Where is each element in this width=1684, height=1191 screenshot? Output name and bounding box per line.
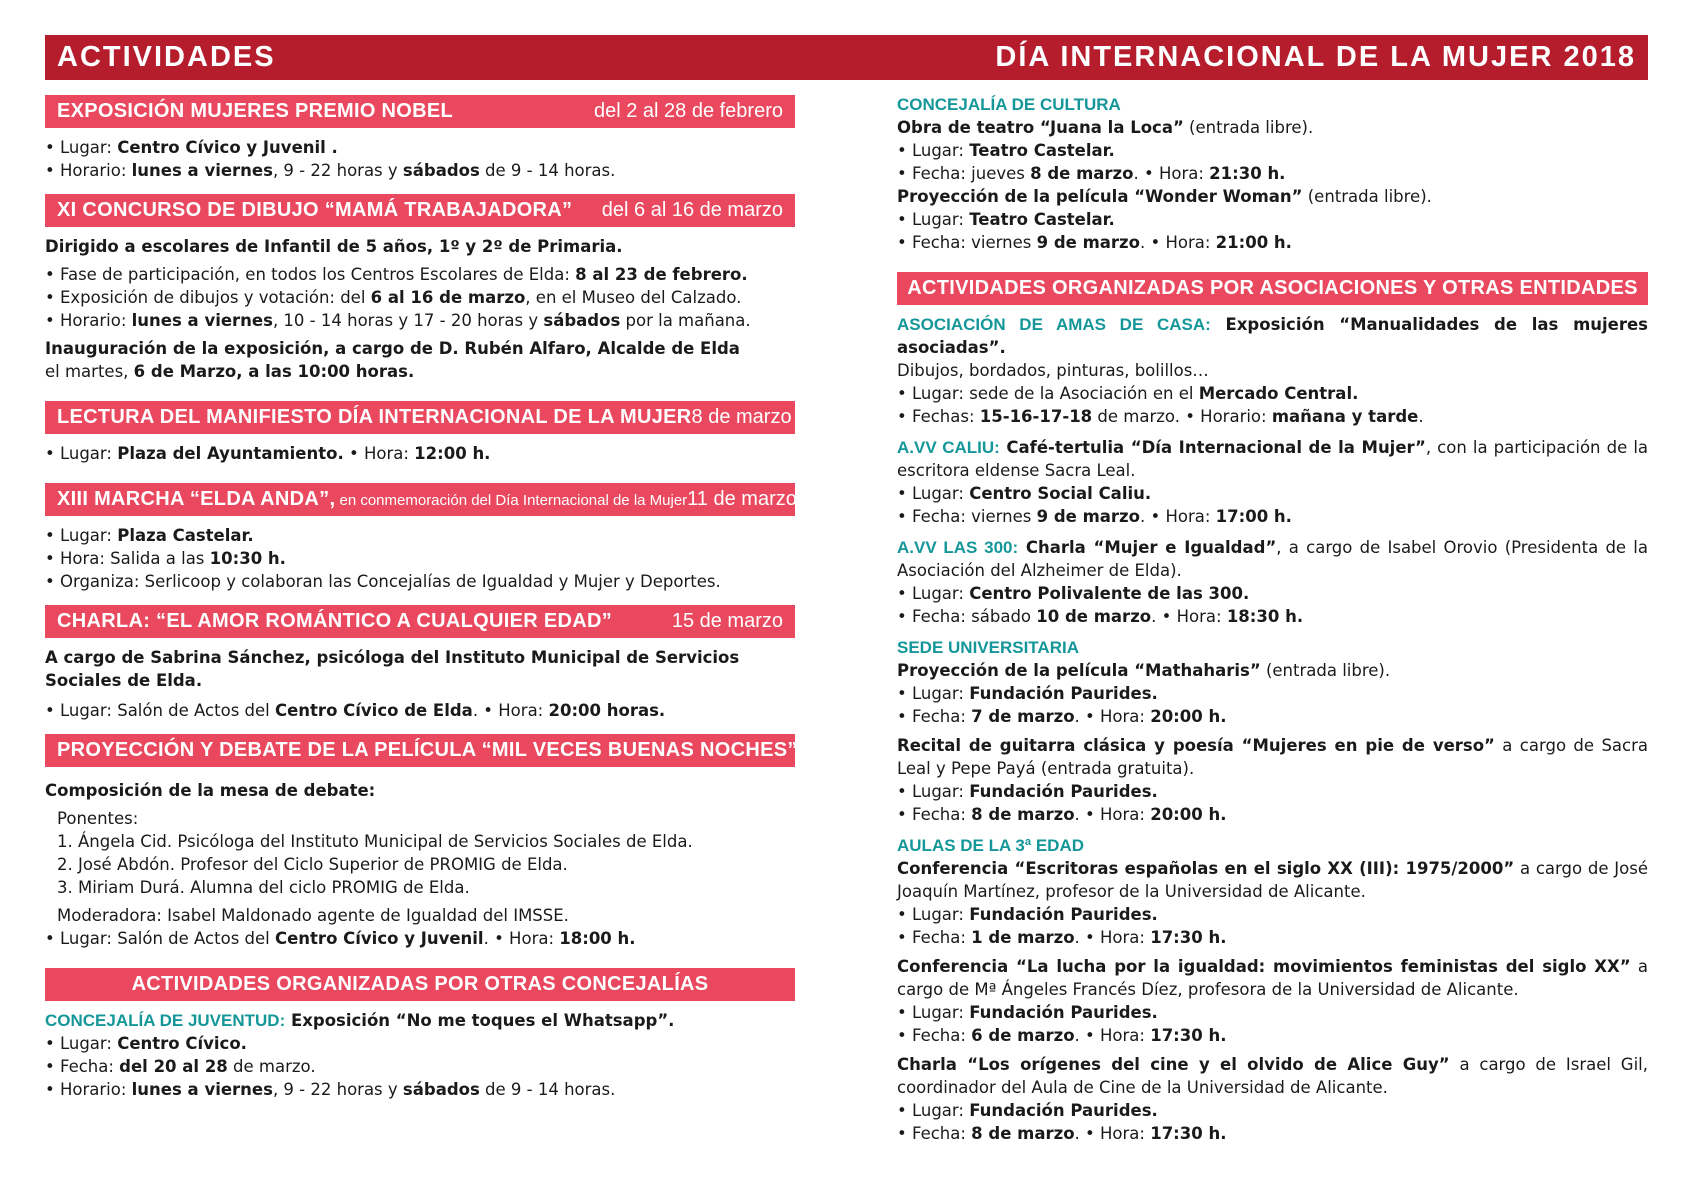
section-body-pelicula bbox=[45, 779, 795, 950]
text-fragment: • Lugar: bbox=[897, 782, 970, 801]
text-fragment: , en el Museo del Calzado. bbox=[525, 288, 742, 307]
section-date: 8 de marzo bbox=[691, 406, 792, 428]
header-left-title: ACTIVIDADES bbox=[57, 41, 276, 73]
section-title bbox=[57, 488, 687, 511]
text-fragment: Teatro Castelar. bbox=[969, 210, 1115, 229]
section-title: EXPOSICIÓN MUJERES PREMIO NOBEL bbox=[57, 100, 454, 122]
text-fragment: 15-16-17-18 bbox=[979, 407, 1093, 426]
text-fragment: lunes a viernes bbox=[131, 1080, 273, 1099]
text-fragment: • Lugar: bbox=[897, 584, 970, 603]
aulas-block bbox=[897, 834, 1648, 1145]
text-fragment: • Fecha: bbox=[897, 805, 972, 824]
text-fragment: • Lugar: bbox=[897, 210, 970, 229]
text-fragment: . • Hora: bbox=[1074, 1124, 1151, 1143]
text-fragment: • Lugar: Salón de Actos del bbox=[45, 929, 275, 948]
text-fragment: de 9 - 14 horas. bbox=[479, 161, 616, 180]
text-fragment: de marzo. • Horario: bbox=[1092, 407, 1272, 426]
text-fragment: 17:00 h. bbox=[1215, 507, 1292, 526]
text-fragment: 8 de marzo bbox=[971, 805, 1075, 824]
text-fragment: 3. Miriam Durá. Alumna del ciclo PROMIG de Elda. bbox=[57, 878, 470, 897]
text-fragment: Mercado Central. bbox=[1198, 384, 1359, 403]
text-fragment: (entrada libre). bbox=[1260, 661, 1391, 680]
text-fragment: • Horario: bbox=[45, 311, 132, 330]
text-fragment: • Organiza: Serlicoop y colaboran las Concejalías de Igualdad y Mujer y Deportes. bbox=[45, 572, 721, 591]
text-fragment: Centro Cívico. bbox=[117, 1034, 247, 1053]
text-fragment: 8 de marzo bbox=[1030, 164, 1134, 183]
text-fragment: a cargo de Mª Ángeles Francés Díez, profesora de la Universidad de Alicante. bbox=[897, 957, 1648, 999]
text-fragment: Proyección de la película “Wonder Woman” bbox=[897, 187, 1303, 206]
section-date: 22 de marzo bbox=[797, 739, 909, 761]
text-fragment: Exposición “Manualidades de las mujeres asociadas”. bbox=[897, 315, 1649, 357]
section-body-otras-concejalias bbox=[45, 1009, 795, 1101]
text-fragment: , 10 - 14 horas y 17 - 20 horas y bbox=[272, 311, 544, 330]
text-fragment: Composición de la mesa de debate: bbox=[45, 781, 376, 800]
text-fragment: 21:30 h. bbox=[1209, 164, 1286, 183]
text-fragment: Centro Social Caliu. bbox=[969, 484, 1152, 503]
section-body-marcha bbox=[45, 524, 795, 593]
section-bar-pelicula bbox=[45, 734, 909, 767]
text-fragment: Plaza del Ayuntamiento. bbox=[117, 444, 344, 463]
section-body-concurso bbox=[45, 235, 795, 383]
text-fragment: sábados bbox=[402, 1080, 480, 1099]
text-fragment: Centro Cívico de Elda bbox=[275, 701, 473, 720]
text-fragment: • Fecha: jueves bbox=[897, 164, 1031, 183]
text-fragment: . • Hora: bbox=[1074, 707, 1151, 726]
text-fragment: el martes, bbox=[45, 362, 134, 381]
caliu-block bbox=[897, 436, 1648, 528]
text-fragment: sábados bbox=[402, 161, 480, 180]
text-fragment: 20:00 horas. bbox=[548, 701, 666, 720]
text-fragment: • Hora: bbox=[343, 444, 415, 463]
text-fragment: mañana y tarde bbox=[1271, 407, 1419, 426]
section-date: del 2 al 28 de febrero bbox=[593, 100, 783, 122]
text-fragment: CONCEJALÍA DE JUVENTUD: bbox=[45, 1011, 286, 1030]
text-fragment: 20:00 h. bbox=[1150, 707, 1227, 726]
text-fragment: Fundación Paurides. bbox=[969, 1101, 1158, 1120]
text-fragment: Fundación Paurides. bbox=[969, 782, 1158, 801]
cultura-block bbox=[897, 93, 1648, 254]
text-fragment: . • Hora: bbox=[1133, 164, 1210, 183]
text-fragment: • Lugar: bbox=[897, 1101, 970, 1120]
text-fragment: 9 de marzo bbox=[1036, 507, 1140, 526]
text-fragment: lunes a viernes bbox=[131, 311, 273, 330]
text-fragment: • Fecha: bbox=[897, 707, 972, 726]
text-fragment: 21:00 h. bbox=[1215, 233, 1292, 252]
amas-block bbox=[897, 313, 1648, 428]
text-fragment: , con la participación de la escritora eldense Sacra Leal. bbox=[897, 438, 1649, 480]
text-fragment: de marzo. bbox=[227, 1057, 316, 1076]
text-fragment: 6 al 16 de marzo bbox=[370, 288, 526, 307]
text-fragment: , a cargo de Isabel Orovio (Presidenta de la Asociación del Alzheimer de Elda). bbox=[897, 538, 1649, 580]
text-fragment: por la mañana. bbox=[620, 311, 751, 330]
section-bar-asociaciones bbox=[897, 272, 1648, 305]
text-fragment: • Fechas: bbox=[897, 407, 980, 426]
text-fragment: • Fecha: bbox=[897, 1026, 972, 1045]
text-fragment: • Fecha: bbox=[45, 1057, 120, 1076]
text-fragment: A cargo de Sabrina Sánchez, psicóloga del Instituto Municipal de Servicios Sociales de Elda. bbox=[45, 648, 740, 690]
text-fragment: Plaza Castelar. bbox=[117, 526, 254, 545]
text-fragment: 10 de marzo bbox=[1036, 607, 1152, 626]
text-fragment: . • Hora: bbox=[1074, 1026, 1151, 1045]
text-fragment: Dibujos, bordados, pinturas, bolillos… bbox=[897, 361, 1209, 380]
text-fragment: Fundación Paurides. bbox=[969, 1003, 1158, 1022]
text-fragment: 12:00 h. bbox=[414, 444, 491, 463]
text-fragment: de 9 - 14 horas. bbox=[479, 1080, 616, 1099]
section-title: CHARLA: “EL AMOR ROMÁNTICO A CUALQUIER EDAD” bbox=[57, 610, 613, 632]
section-bar-concurso bbox=[45, 194, 795, 227]
section-body-manifiesto bbox=[45, 442, 795, 465]
text-fragment: • Hora: Salida a las bbox=[45, 549, 210, 568]
text-fragment: lunes a viernes bbox=[131, 161, 273, 180]
text-fragment: • Horario: bbox=[45, 161, 132, 180]
section-date: 11 de marzo bbox=[687, 488, 797, 510]
las300-block bbox=[897, 536, 1648, 628]
section-title: PROYECCIÓN Y DEBATE DE LA PELÍCULA “MIL VECES BUENAS NOCHES” bbox=[57, 739, 798, 761]
text-fragment: a cargo de Sacra Leal y Pepe Payá (entrada gratuita). bbox=[897, 736, 1648, 778]
text-fragment: • Lugar: bbox=[897, 1003, 970, 1022]
text-fragment: Conferencia “Escritoras españolas en el siglo XX (III): 1975/2000” bbox=[897, 859, 1515, 878]
text-fragment: Charla “Los orígenes del cine y el olvido de Alice Guy” bbox=[897, 1055, 1450, 1074]
text-fragment: Centro Cívico y Juvenil bbox=[275, 929, 484, 948]
text-fragment: a cargo de Israel Gil, coordinador del Aula de Cine de la Universidad de Alicante. bbox=[897, 1055, 1648, 1097]
text-fragment: ASOCIACIÓN DE AMAS DE CASA: bbox=[897, 315, 1211, 334]
text-fragment: Dirigido a escolares de Infantil de 5 años, 1º y 2º de Primaria. bbox=[45, 237, 623, 256]
text-fragment: • Lugar: Salón de Actos del bbox=[45, 701, 275, 720]
text-fragment: Charla “Mujer e Igualdad” bbox=[1018, 538, 1277, 557]
text-fragment: 18:30 h. bbox=[1226, 607, 1304, 626]
text-fragment: • Fecha: bbox=[897, 928, 972, 947]
header-right-title: DÍA INTERNACIONAL DE LA MUJER 2018 bbox=[995, 41, 1636, 73]
text-fragment: 8 de marzo bbox=[971, 1124, 1075, 1143]
text-fragment: 10:30 h. bbox=[209, 549, 286, 568]
text-fragment: . • Hora: bbox=[1139, 507, 1216, 526]
text-fragment: • Fase de participación, en todos los Centros Escolares de Elda: bbox=[45, 265, 576, 284]
text-fragment: • Fecha: viernes bbox=[897, 233, 1037, 252]
text-fragment: 20:00 h. bbox=[1150, 805, 1227, 824]
section-bar-manifiesto bbox=[45, 401, 795, 434]
text-fragment: • Fecha: sábado bbox=[897, 607, 1037, 626]
text-fragment: 18:00 h. bbox=[559, 929, 636, 948]
text-fragment: Recital de guitarra clásica y poesía “Mujeres en pie de verso” bbox=[897, 736, 1495, 755]
text-fragment: • Lugar: bbox=[897, 484, 970, 503]
text-fragment: A.VV CALIU: bbox=[897, 438, 1000, 457]
text-fragment: 2. José Abdón. Profesor del Ciclo Superior de PROMIG de Elda. bbox=[57, 855, 568, 874]
text-fragment: , 9 - 22 horas y bbox=[272, 161, 403, 180]
section-bar-otras-concejalias bbox=[45, 968, 795, 1001]
text-fragment: Centro Polivalente de las 300. bbox=[969, 584, 1250, 603]
text-fragment: (entrada libre). bbox=[1183, 118, 1314, 137]
section-bar-charla bbox=[45, 605, 795, 638]
text-fragment: del 20 al 28 bbox=[119, 1057, 228, 1076]
text-fragment: . • Hora: bbox=[472, 701, 549, 720]
page-header bbox=[45, 35, 1648, 80]
text-fragment: . bbox=[1418, 407, 1424, 426]
section-date: del 6 al 16 de marzo bbox=[601, 199, 783, 221]
text-fragment: • Lugar: bbox=[897, 141, 970, 160]
text-fragment: • Lugar: bbox=[45, 1034, 118, 1053]
sede-block bbox=[897, 636, 1648, 826]
text-fragment: sábados bbox=[543, 311, 621, 330]
text-fragment: • Lugar: bbox=[45, 138, 118, 157]
text-fragment: • Horario: bbox=[45, 1080, 132, 1099]
text-fragment: Fundación Paurides. bbox=[969, 684, 1158, 703]
text-fragment: A.VV LAS 300: bbox=[897, 538, 1019, 557]
text-fragment: • Lugar: bbox=[45, 526, 118, 545]
text-fragment: . • Hora: bbox=[1139, 233, 1216, 252]
text-fragment: Centro Cívico y Juvenil . bbox=[117, 138, 338, 157]
aulas-heading: AULAS DE LA 3ª EDAD bbox=[897, 836, 1085, 855]
text-fragment: • Lugar: bbox=[897, 905, 970, 924]
text-fragment: Ponentes: bbox=[57, 809, 139, 828]
text-fragment: • Lugar: bbox=[45, 444, 118, 463]
text-fragment: • Exposición de dibujos y votación: del bbox=[45, 288, 371, 307]
right-column bbox=[897, 93, 1648, 1145]
text-fragment: 9 de marzo bbox=[1036, 233, 1140, 252]
section-bar-marcha bbox=[45, 483, 795, 516]
text-fragment: XIII MARCHA “ELDA ANDA”, bbox=[57, 488, 336, 510]
text-fragment: a cargo de José Joaquín Martínez, profesor de la Universidad de Alicante. bbox=[897, 859, 1648, 901]
section-title: ACTIVIDADES ORGANIZADAS POR ASOCIACIONES Y OTRAS ENTIDADES bbox=[907, 277, 1638, 299]
text-fragment: Conferencia “La lucha por la igualdad: movimientos feministas del siglo XX” bbox=[897, 957, 1631, 976]
text-fragment: Inauguración de la exposición, a cargo de D. Rubén Alfaro, Alcalde de Elda bbox=[45, 339, 740, 358]
text-fragment: 1. Ángela Cid. Psicóloga del Instituto Municipal de Servicios Sociales de Elda. bbox=[57, 832, 693, 851]
text-fragment: . • Hora: bbox=[483, 929, 560, 948]
text-fragment: • Fecha: viernes bbox=[897, 507, 1037, 526]
text-fragment: Obra de teatro “Juana la Loca” bbox=[897, 118, 1184, 137]
section-title: ACTIVIDADES ORGANIZADAS POR OTRAS CONCEJALÍAS bbox=[131, 973, 709, 995]
text-fragment: . • Hora: bbox=[1074, 928, 1151, 947]
text-fragment: Exposición “No me toques el Whatsapp”. bbox=[285, 1011, 675, 1030]
text-fragment: • Lugar: sede de la Asociación en el bbox=[897, 384, 1199, 403]
section-body-nobel bbox=[45, 136, 795, 182]
section-title: LECTURA DEL MANIFIESTO DÍA INTERNACIONAL DE LA MUJER bbox=[57, 406, 692, 428]
text-fragment: (entrada libre). bbox=[1302, 187, 1432, 206]
text-fragment: 7 de marzo bbox=[971, 707, 1075, 726]
text-fragment: , 9 - 22 horas y bbox=[272, 1080, 403, 1099]
text-fragment: 8 al 23 de febrero. bbox=[575, 265, 748, 284]
text-fragment: • Lugar: bbox=[897, 684, 970, 703]
text-fragment: en conmemoración del Día Internacional de la Mujer bbox=[335, 492, 688, 509]
text-fragment: 6 de marzo bbox=[971, 1026, 1075, 1045]
section-body-charla bbox=[45, 646, 795, 722]
text-fragment: Moderadora: Isabel Maldonado agente de Igualdad del IMSSE. bbox=[57, 906, 569, 925]
text-fragment: . • Hora: bbox=[1151, 607, 1227, 626]
sede-heading: SEDE UNIVERSITARIA bbox=[897, 638, 1079, 657]
text-fragment: Proyección de la película “Mathaharis” bbox=[897, 661, 1261, 680]
text-fragment: Fundación Paurides. bbox=[969, 905, 1158, 924]
text-fragment: 6 de Marzo, a las 10:00 horas. bbox=[133, 362, 415, 381]
section-title: XI CONCURSO DE DIBUJO “MAMÁ TRABAJADORA” bbox=[57, 199, 573, 221]
text-fragment: 17:30 h. bbox=[1150, 1124, 1227, 1143]
text-fragment: Teatro Castelar. bbox=[969, 141, 1115, 160]
section-date: 15 de marzo bbox=[671, 610, 783, 632]
cultura-heading: CONCEJALÍA DE CULTURA bbox=[897, 95, 1121, 114]
text-fragment: 1 de marzo bbox=[971, 928, 1075, 947]
text-fragment: 17:30 h. bbox=[1150, 928, 1227, 947]
text-fragment: 17:30 h. bbox=[1150, 1026, 1227, 1045]
text-fragment: . • Hora: bbox=[1074, 805, 1151, 824]
section-bar-nobel bbox=[45, 95, 795, 128]
left-column bbox=[45, 95, 909, 1101]
text-fragment: • Fecha: bbox=[897, 1124, 972, 1143]
text-fragment: Café-tertulia “Día Internacional de la Mujer” bbox=[999, 438, 1426, 457]
